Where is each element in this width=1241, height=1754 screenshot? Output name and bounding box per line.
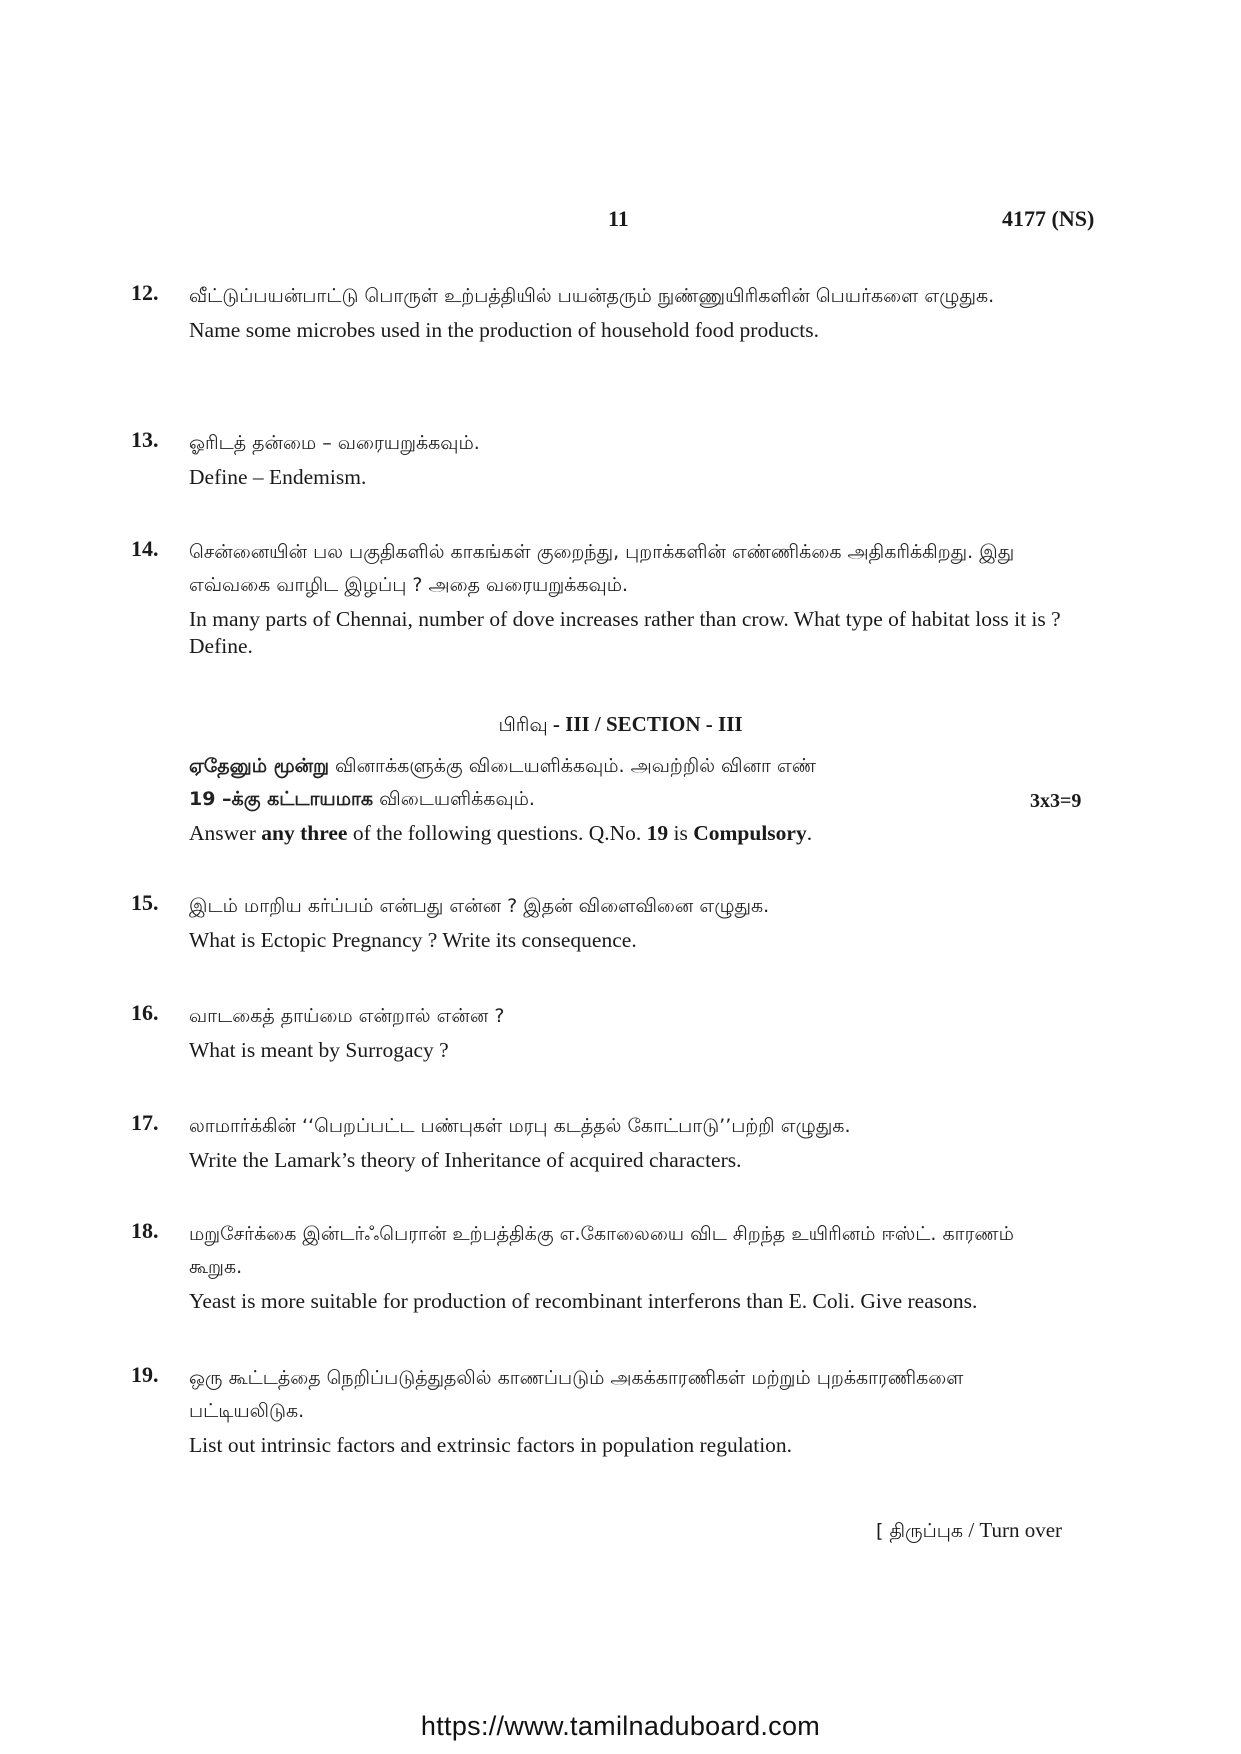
question-number: 19. (131, 1362, 159, 1387)
section-instructions-tamil (189, 750, 1061, 816)
question-text-tamil: வீட்டுப்பயன்பாட்டு பொருள் உற்பத்தியில் பயன்தரும் நுண்ணுயிரிகளின் பெயர்களை எழுதுக. (189, 285, 995, 307)
question-number: 12. (131, 280, 159, 305)
question-19 (131, 1362, 1061, 1459)
question-text-english: In many parts of Chennai, number of dove increases rather than crow. What type of habitat loss it is ? Define. (189, 607, 1061, 658)
question-17 (131, 1110, 1061, 1174)
section-title-english: - III / SECTION - III (552, 712, 743, 736)
question-text-english: Write the Lamark’s theory of Inheritance of acquired characters. (189, 1148, 742, 1172)
instruction-emphasis: any three (261, 821, 348, 845)
source-url: https://www.tamilnaduboard.com (420, 1711, 821, 1741)
turn-over-tamil: [ திருப்புக (876, 1520, 964, 1542)
question-16 (131, 1000, 1061, 1064)
question-text-english: Name some microbes used in the production of household food products. (189, 318, 819, 342)
question-14 (131, 536, 1061, 660)
question-number: 16. (131, 1000, 159, 1025)
instruction-text: . (806, 821, 813, 845)
instruction-text: விடையளிக்கவும். (373, 788, 535, 810)
question-text-tamil: இடம் மாறிய கர்ப்பம் என்பது என்ன ? இதன் விளைவினை எழுதுக. (189, 895, 770, 917)
question-number: 13. (131, 427, 159, 452)
question-text-tamil: லாமார்க்கின் ‘‘பெறப்பட்ட பண்புகள் மரபு கடத்தல் கோட்பாடு’’பற்றி எழுதுக. (189, 1115, 851, 1137)
instruction-emphasis: 19 –க்கு கட்டாயமாக (189, 788, 374, 810)
page-number: 11 (608, 206, 629, 231)
question-number: 14. (131, 536, 159, 561)
question-text-tamil: வாடகைத் தாய்மை என்றால் என்ன ? (189, 1005, 505, 1027)
question-text-tamil: மறுசேர்க்கை இன்டர்ஃபெரான் உற்பத்திக்கு எ.கோலையை விட சிறந்த உயிரினம் ஈஸ்ட். காரணம் கூறுக. (189, 1223, 1014, 1278)
paper-code: 4177 (NS) (1002, 206, 1095, 231)
question-18 (131, 1218, 1061, 1315)
instruction-text: is (668, 821, 694, 845)
question-number: 17. (131, 1110, 159, 1135)
turn-over-note (876, 1518, 1062, 1545)
question-text-english: What is meant by Surrogacy ? (189, 1038, 449, 1062)
question-text-english: What is Ectopic Pregnancy ? Write its consequence. (189, 928, 637, 952)
turn-over-english: / Turn over (963, 1518, 1063, 1542)
question-text-tamil: ஓரிடத் தன்மை – வரையறுக்கவும். (189, 432, 480, 454)
instruction-text: of the following questions. Q.No. (347, 821, 647, 845)
question-text-english: Define – Endemism. (189, 465, 367, 489)
instruction-emphasis: Compulsory (693, 821, 807, 845)
instruction-text: Answer (189, 821, 262, 845)
instruction-emphasis: ஏதேனும் மூன்று (189, 755, 329, 777)
section-marks: 3x3=9 (1030, 790, 1082, 812)
question-12 (131, 280, 1061, 344)
question-15 (131, 890, 1061, 954)
question-number: 15. (131, 890, 159, 915)
question-text-english: List out intrinsic factors and extrinsic factors in population regulation. (189, 1433, 793, 1457)
section-title-tamil: பிரிவு (498, 714, 548, 736)
question-number: 18. (131, 1218, 159, 1243)
question-text-tamil: ஒரு கூட்டத்தை நெறிப்படுத்துதலில் காணப்படும் அகக்காரணிகள் மற்றும் புறக்காரணிகளை பட்டியலிடுக. (189, 1367, 964, 1422)
section-heading (0, 712, 1241, 739)
section-instructions-english (189, 820, 1061, 847)
instruction-text: வினாக்களுக்கு விடையளிக்கவும். அவற்றில் வினா எண் (328, 755, 817, 777)
question-text-english: Yeast is more suitable for production of recombinant interferons than E. Coli. Give reasons. (189, 1289, 978, 1313)
question-text-tamil: சென்னையின் பல பகுதிகளில் காகங்கள் குறைந்து, புறாக்களின் எண்ணிக்கை அதிகரிக்கிறது. இது எவ்வகை வாழிட இழப்பு ? அதை வரையறுக்கவும். (189, 541, 1015, 596)
instruction-emphasis: 19 (646, 821, 669, 845)
question-13 (131, 427, 1061, 491)
